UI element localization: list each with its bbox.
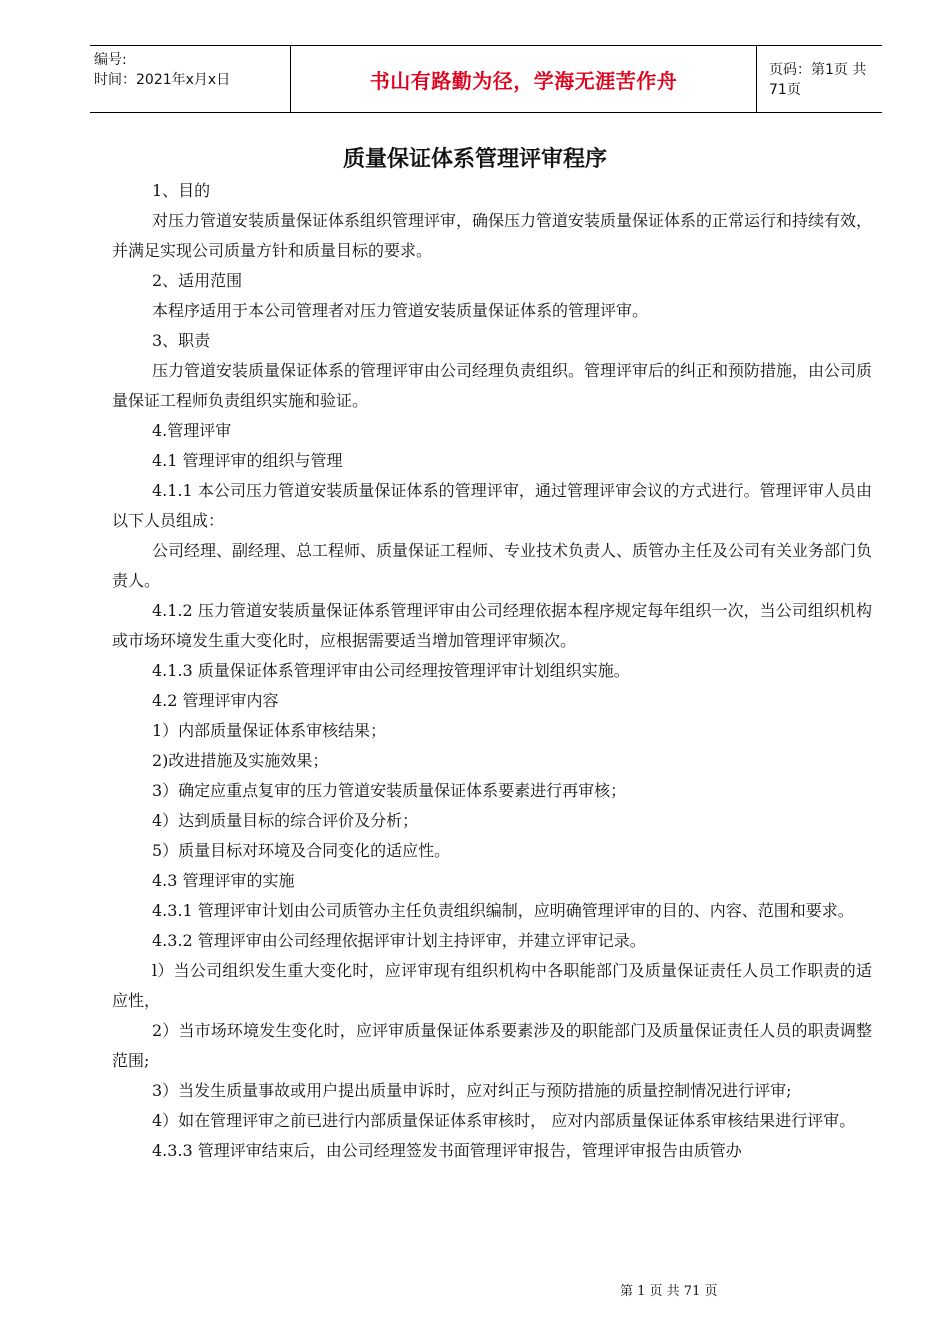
page-header [90, 45, 882, 113]
paragraph: 1）内部质量保证体系审核结果； [152, 721, 387, 740]
paragraph: 3、职责 [152, 331, 211, 350]
paragraph: 3）确定应重点复审的压力管道安装质量保证体系要素进行再审核； [152, 781, 627, 800]
paragraph: 压力管道安装质量保证体系的管理评审由公司经理负责组织。管理评审后的纠正和预防措施，由公司质量保证工程师负责组织实施和验证。 [112, 361, 873, 410]
paragraph: 4）如在管理评审之前已进行内部质量保证体系审核时， 应对内部质量保证体系审核结果进行评审。 [152, 1111, 856, 1130]
document-title: 质量保证体系管理评审程序 [342, 147, 607, 172]
paragraph: 4.3.3 管理评审结束后，由公司经理签发书面管理评审报告，管理评审报告由质管办 [152, 1141, 742, 1160]
paragraph: 4.3.2 管理评审由公司经理依据评审计划主持评审，并建立评审记录。 [152, 931, 646, 950]
paragraph: 4.3.1 管理评审计划由公司质管办主任负责组织编制，应明确管理评审的目的、内容、范围和要求。 [152, 901, 854, 920]
header-motto-cell [290, 46, 757, 112]
paragraph: 2）当市场环境发生变化时，应评审质量保证体系要素涉及的职能部门及质量保证责任人员的职责调整范围; [112, 1021, 872, 1070]
paragraph: 2)改进措施及实施效果； [152, 751, 329, 770]
header-meta [90, 46, 290, 112]
paragraph: 2、适用范围 [152, 271, 243, 290]
paragraph: 4）达到质量目标的综合评价及分析； [152, 811, 419, 830]
paragraph: 4.管理评审 [152, 421, 232, 440]
paragraph: 公司经理、副经理、总工程师、质量保证工程师、专业技术负责人、质管办主任及公司有关业务部门负责人。 [112, 541, 873, 590]
paragraph: 4.2 管理评审内容 [152, 691, 279, 710]
paragraph: 4.1.2 压力管道安装质量保证体系管理评审由公司经理依据本程序规定每年组织一次，当公司组织机构或市场环境发生重大变化时，应根据需要适当增加管理评审频次。 [112, 601, 872, 650]
document-body [112, 176, 872, 1166]
header-page-info: 页码：第1页 共71页 [769, 62, 867, 98]
paragraph: 4.1.3 质量保证体系管理评审由公司经理按管理评审计划组织实施。 [152, 661, 630, 680]
paragraph: 1、目的 [152, 181, 211, 200]
paragraph: 4.1.1 本公司压力管道安装质量保证体系的管理评审，通过管理评审会议的方式进行。管理评审人员由以下人员组成： [112, 481, 872, 530]
paragraph: 4.3 管理评审的实施 [152, 871, 295, 890]
paragraph: 4.1 管理评审的组织与管理 [152, 451, 343, 470]
page-footer: 第 1 页 共 71 页 [620, 1284, 718, 1299]
paragraph: 5）质量目标对环境及合同变化的适应性。 [152, 841, 451, 860]
document-time-label: 时间：2021年x月x日 [94, 72, 231, 88]
paragraph: l）当公司组织发生重大变化时，应评审现有组织机构中各职能部门及质量保证责任人员工作职责的适应性， [112, 961, 872, 1010]
paragraph: 本程序适用于本公司管理者对压力管道安装质量保证体系的管理评审。 [152, 301, 649, 320]
header-motto: 书山有路勤为径，学海无涯苦作舟 [369, 68, 678, 93]
document-number-label: 编号: [94, 52, 127, 68]
paragraph: 对压力管道安装质量保证体系组织管理评审，确保压力管道安装质量保证体系的正常运行和持续有效，并满足实现公司质量方针和质量目标的要求。 [112, 211, 873, 260]
paragraph: 3）当发生质量事故或用户提出质量申诉时，应对纠正与预防措施的质量控制情况进行评审; [152, 1081, 792, 1100]
